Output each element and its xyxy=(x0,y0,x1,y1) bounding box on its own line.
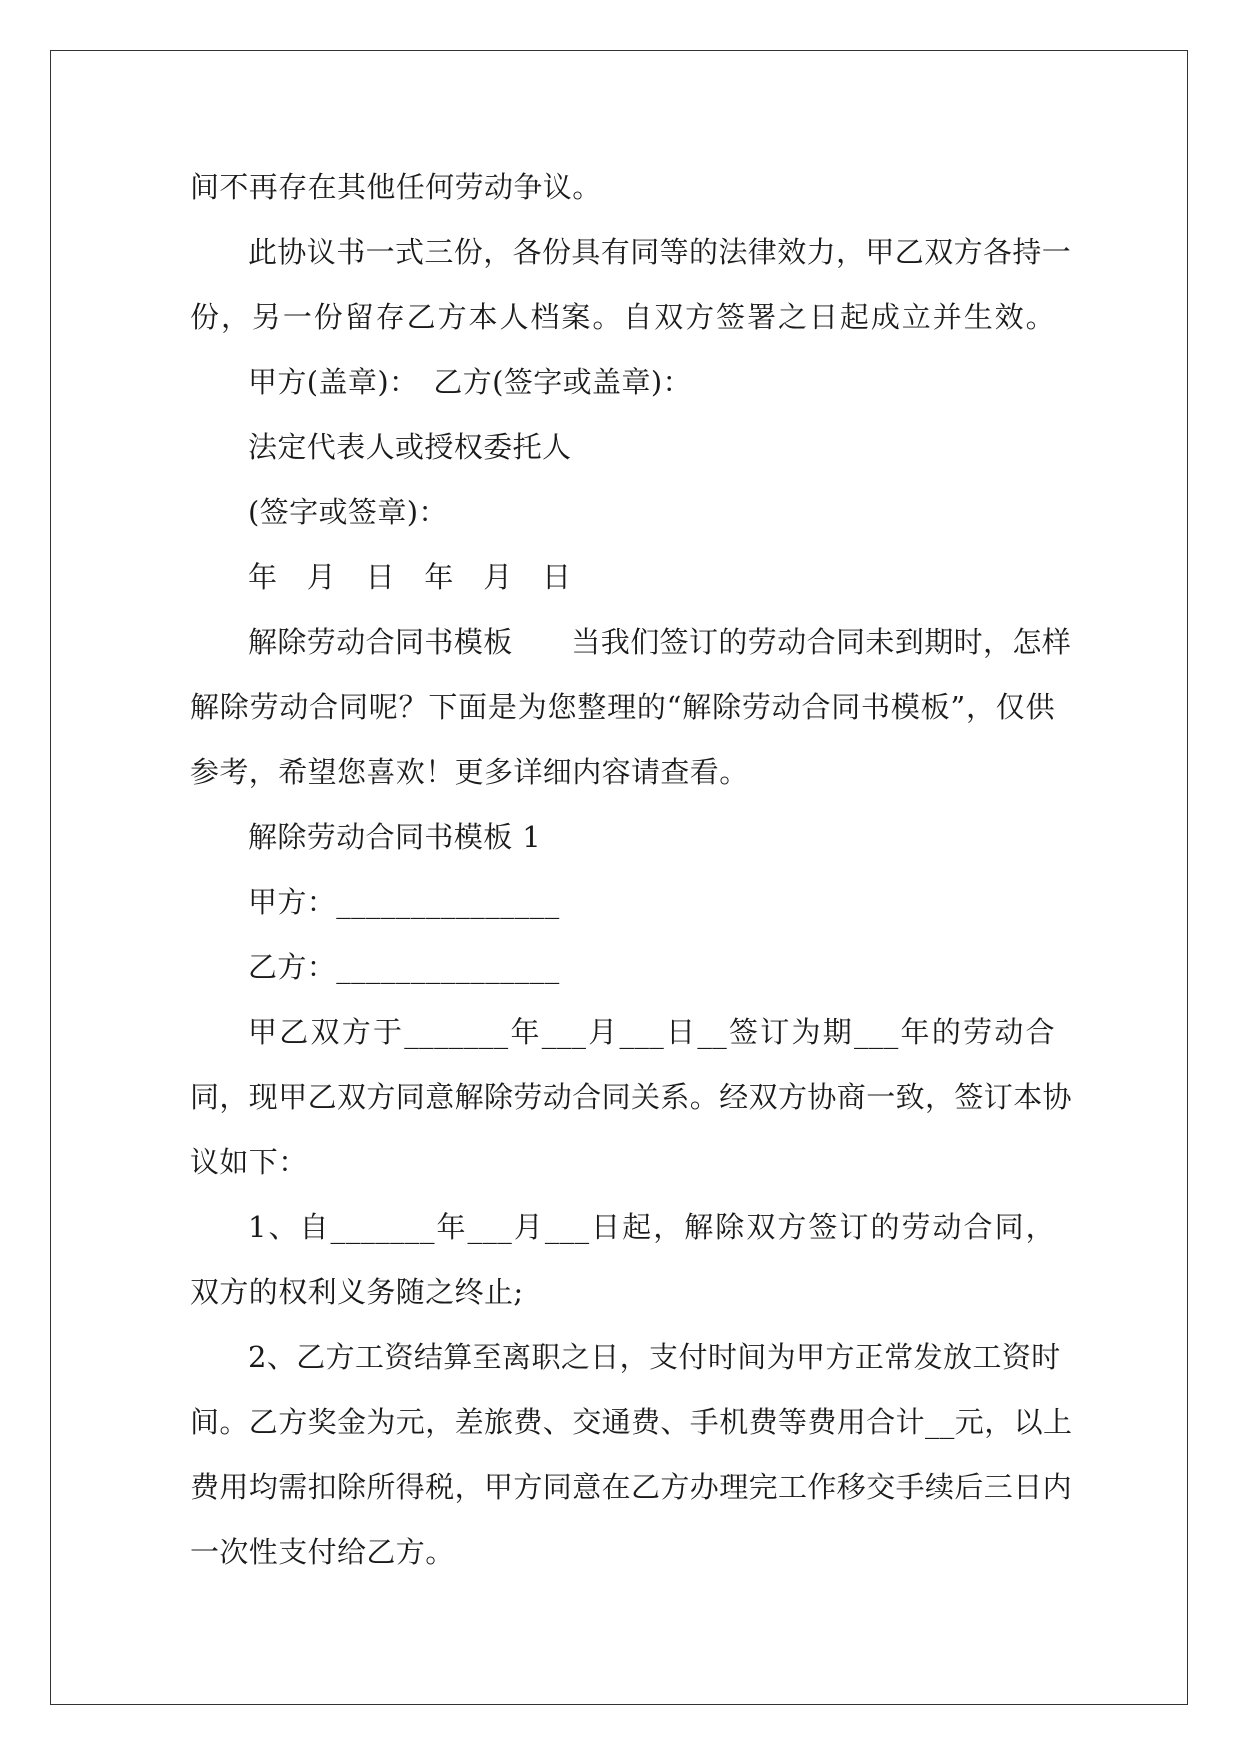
paragraph-line: 解除劳动合同呢？下面是为您整理的“解除劳动合同书模板”，仅供 xyxy=(190,690,1055,724)
paragraph-line: 此协议书一式三份，各份具有同等的法律效力，甲乙双方各持一 xyxy=(248,235,1072,269)
paragraph-line: 间不再存在其他任何劳动争议。 xyxy=(190,170,602,204)
party-b-field: 乙方：_______________ xyxy=(248,950,560,984)
signature-parties-line: 甲方(盖章)： 乙方(签字或盖章)： xyxy=(248,365,692,399)
paragraph-line: 参考，希望您喜欢！更多详细内容请查看。 xyxy=(190,755,749,789)
section-heading: 解除劳动合同书模板 1 xyxy=(248,820,542,854)
clause-line: 一次性支付给乙方。 xyxy=(190,1535,455,1569)
legal-representative-line: 法定代表人或授权委托人 xyxy=(248,430,572,464)
document-body xyxy=(190,155,1073,1585)
clause-line: 2、乙方工资结算至离职之日，支付时间为甲方正常发放工资时 xyxy=(248,1340,1061,1374)
paragraph-line: 甲乙双方于_______年___月___日__签订为期___年的劳动合 xyxy=(248,1015,1055,1049)
clause-line: 间。乙方奖金为元，差旅费、交通费、手机费等费用合计__元，以上 xyxy=(190,1405,1073,1439)
clause-line: 1、自_______年___月___日起，解除双方签订的劳动合同， xyxy=(248,1210,1055,1244)
paragraph-line: 解除劳动合同书模板 当我们签订的劳动合同未到期时，怎样 xyxy=(248,625,1072,659)
paragraph-line: 同，现甲乙双方同意解除劳动合同关系。经双方协商一致，签订本协 xyxy=(190,1080,1073,1114)
clause-line: 双方的权利义务随之终止; xyxy=(190,1275,524,1309)
signature-line: (签字或签章)： xyxy=(248,495,448,529)
party-a-field: 甲方：_______________ xyxy=(248,885,560,919)
clause-line: 费用均需扣除所得税，甲方同意在乙方办理完工作移交手续后三日内 xyxy=(190,1470,1073,1504)
paragraph-line: 议如下： xyxy=(190,1145,308,1179)
date-line: 年 月 日 年 月 日 xyxy=(248,560,572,594)
paragraph-line: 份，另一份留存乙方本人档案。自双方签署之日起成立并生效。 xyxy=(190,300,1055,334)
